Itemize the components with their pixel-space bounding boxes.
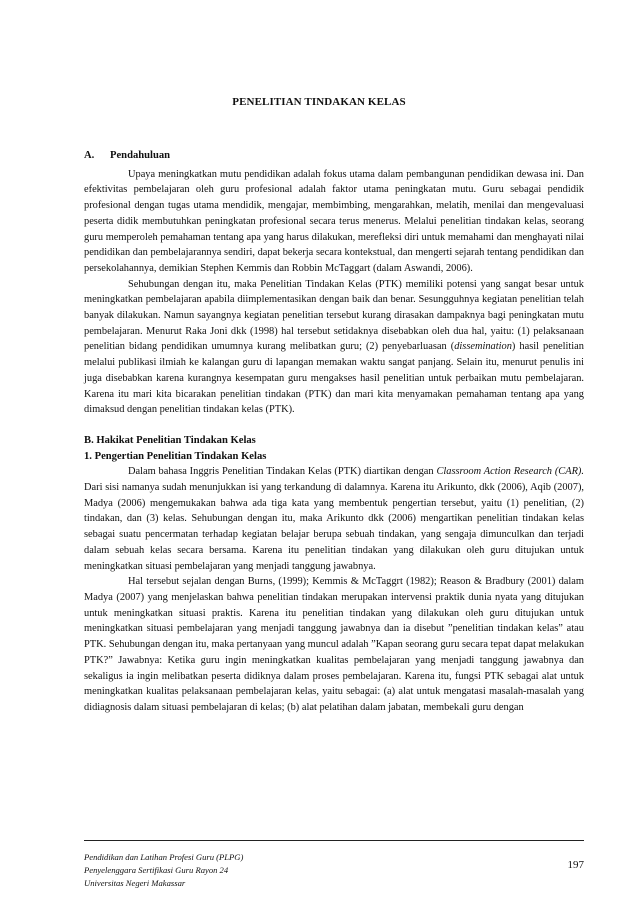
- section-b-heading: B. Hakikat Penelitian Tindakan Kelas: [84, 434, 256, 446]
- page-footer: [84, 840, 584, 891]
- page-number: 197: [567, 859, 584, 871]
- section-a-paragraph-2: [84, 277, 584, 418]
- section-a-paragraph-1: Upaya meningkatkan mutu pendidikan adalah fokus utama dalam pembangunan pendidikan dewasa ini. Dan efektivitas pembelajaran oleh guru profesional adalah faktor utama peningkatan mutu. Guru sebagai pendidik profesional dengan tugas utama mendidik, mengajar, membimbing, mengarahkan, melatih, menilai dan mengevaluasi peserta didik membutuhkan peningkatan profesional secara terus menerus. Melalui penelitian tindakan kelas, seorang guru memperoleh pemahaman tentang apa yang harus dilakukan, merefleksi diri untuk memahami dan menghayati nilai pendidikan dan pembelajarannya sendiri, dapat bekerja secara kontekstual, dan mengerti sejarah tentang pendidikan dan persekolahannya, demikian Stephen Kemmis dan Robbin McTaggart (dalam Aswandi, 2006).: [84, 168, 584, 274]
- emphasis-text: dissemination: [454, 341, 512, 353]
- footer-line-3: Universitas Negeri Makassar: [84, 878, 186, 888]
- footer-line-2: Penyelenggara Sertifikasi Guru Rayon 24: [84, 865, 229, 875]
- section-b-paragraph-1: [84, 464, 584, 574]
- paragraph-text: Dari sisi namanya sudah menunjukkan isi yang terkandung di dalamnya. Karena itu Arikunto, dkk (2006), Aqib (2007), Madya (2006) mengemukakan bahwa ada tiga kata yang membentuk pengertian tersebut, yaitu (1) penelitian, (2) tindakan, dan (3) kelas. Sehubungan dengan itu, maka Arikunto dkk (2006) mengartikan penelitian tindakan kelas sebagai suatu pencermatan terhadap kegiatan belajar berupa sebuah tindakan, yang sengaja dimunculkan dan terjadi dalam sebuah kelas secara bersama. Karena itu penelitian tindakan yang dilakukan oleh guru ditujukan untuk meningkatkan situasi pembelajaran yang menjadi tanggung jawabnya.: [84, 482, 584, 572]
- page-title: PENELITIAN TINDAKAN KELAS: [232, 96, 406, 108]
- section-gap: [84, 418, 584, 433]
- section-a-heading: [84, 148, 584, 164]
- section-b-subheading: 1. Pengertian Penelitian Tindakan Kelas: [84, 450, 267, 462]
- paragraph-text: Sehubungan dengan itu, maka Penelitian Tindakan Kelas (PTK) memiliki potensi yang sangat besar untuk meningkatkan pembelajaran apabila diimplementasikan dengan baik dan benar. Sesungguhnya kegiatan penelitian telah banyak dilakukan. Namun sayangnya kegiatan penelitian tersebut kurang dirasakan dampaknya bagi peningkatan mutu pembelajaran. Menurut Raka Joni dkk (1998) hal tersebut setidaknya disebabkan oleh dua hal, yaitu: (1) pelaksanaan penelitian bidang pendidikan umumnya kurang melibatkan guru; (2) penyebarluasan (: [84, 278, 584, 353]
- paragraph-text: ) hasil penelitian melalui publikasi ilmiah ke kalangan guru di lapangan memakan waktu sangat panjang. Selain itu, menurut penulis ini juga disebabkan karena kurangnya kesempatan guru mengakses hasil penelitian untuk perbaikan mutu pembelajaran. Karena itu mari kita bicarakan penelitian tindakan (PTK) dan mari kita menyamakan pemahaman tentang apa yang dimaksud dengan penelitian tindakan kelas (PTK).: [84, 341, 584, 416]
- paragraph-text: Dalam bahasa Inggris Penelitian Tindakan Kelas (PTK) diartikan dengan: [128, 466, 437, 478]
- section-a-number: A.: [84, 150, 95, 161]
- section-b-paragraph-2: Hal tersebut sejalan dengan Burns, (1999); Kemmis & McTaggrt (1982); Reason & Bradbury (2001) dalam Madya (2007) yang menjelaskan bahwa penelitian tindakan merupakan intervensi praktik dunia nyata yang ditujukan untuk meningkatkan situasi praktis. Karena itu penelitian tindakan yang dilakukan oleh guru ditujukan untuk meningkatkan situasi pembelajaran yang menjadi tanggung jawabnya dan ia disebut ”penelitian tindakan kelas” atau PTK. Sehubungan dengan itu, maka pertanyaan yang muncul adalah ”Kapan seorang guru secara tepat dapat melakukan PTK?” Jawabnya: Ketika guru ingin meningkatkan kualitas pembelajaran yang menjadi tanggung jawabnya dan sekaligus ia ingin melibatkan peserta didiknya dalam proses pembelajaran. Karena itu, fungsi PTK sebagai alat untuk meningkatkan kualitas pelaksanaan pembelajaran kelas, yaitu sebagai: (a) alat untuk mengatasi masalah-masalah yang didiagnosis dalam situasi pembelajaran di kelas; (b) alat pelatihan dalam jabatan, membekali guru dengan: [84, 576, 585, 713]
- section-a-title: Pendahuluan: [110, 150, 171, 161]
- emphasis-text: Classroom Action Research (CAR).: [436, 466, 584, 478]
- document-body: [84, 148, 584, 716]
- footer-institution: [84, 851, 243, 890]
- footer-line-1: Pendidikan dan Latihan Profesi Guru (PLPG): [84, 852, 244, 862]
